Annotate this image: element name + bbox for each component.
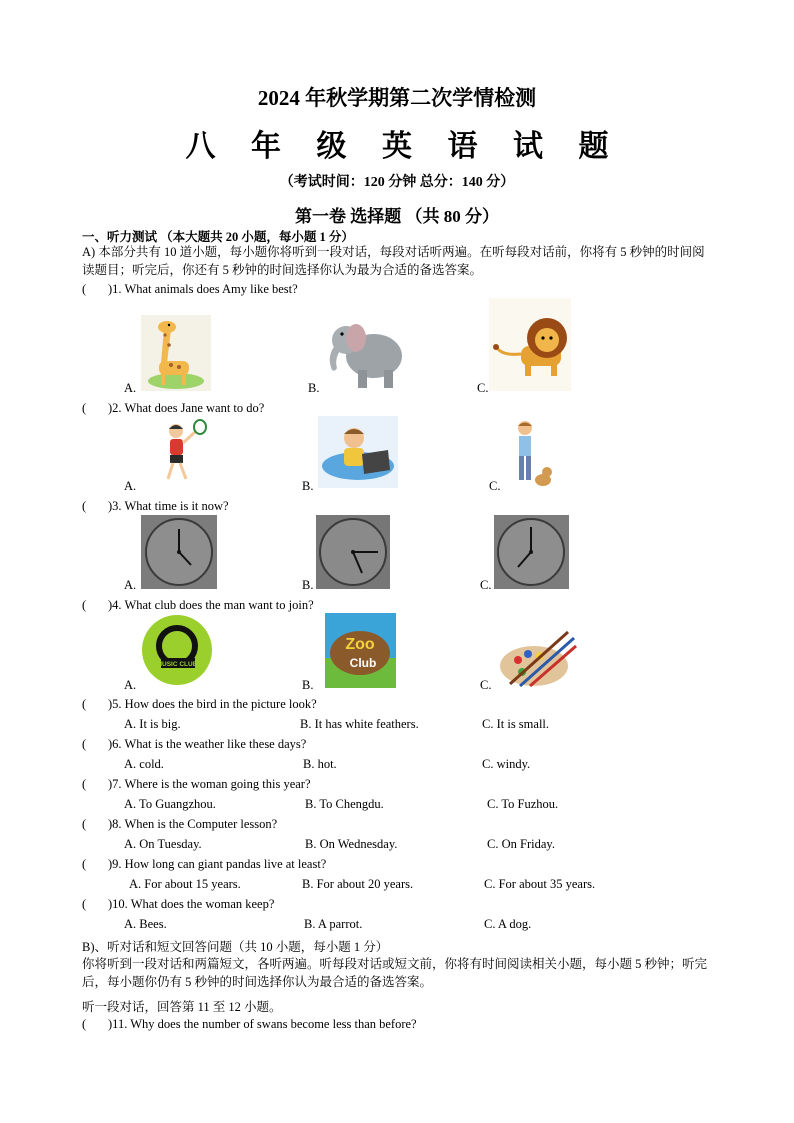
lion-image [489, 298, 571, 391]
boy-with-dog-image [503, 416, 560, 490]
question-1 [82, 282, 298, 297]
option-label: C. [489, 479, 501, 493]
option-c: C. A dog. [484, 917, 532, 931]
giraffe-image [141, 315, 211, 391]
paren-open: ( [82, 777, 87, 791]
question-7 [82, 777, 311, 792]
section-b-heading: B)、听对话和短文回答问题（共 10 小题，每小题 1 分） [82, 940, 389, 954]
question-text: 5. How does the bird in the picture look? [112, 697, 317, 711]
question-11 [82, 1017, 417, 1032]
part-heading: 第一卷 选择题 （共 80 分） [295, 207, 499, 226]
question-text: 7. Where is the woman going this year? [112, 777, 311, 791]
zoo-club-logo [325, 613, 396, 688]
music-club-logo [141, 614, 213, 686]
option-label: B. [302, 678, 314, 692]
exam-meta: （考试时间：120 分钟 总分：140 分） [279, 175, 515, 190]
question-8 [82, 817, 277, 832]
exam-subtitle: 八 年 级 英 语 试 题 [185, 130, 623, 163]
question-9 [82, 857, 326, 872]
paren-open: ( [82, 737, 87, 751]
option-c: C. It is small. [482, 717, 550, 731]
paren-open: ( [82, 401, 87, 415]
option-label: C. [480, 678, 492, 692]
paren-close: ) [108, 857, 113, 871]
option-label: A. [124, 381, 137, 395]
option-a: A. It is big. [124, 717, 181, 731]
clock-image-a [141, 515, 217, 589]
paren-close: ) [108, 897, 113, 911]
paren-close: ) [108, 1017, 113, 1031]
question-text: 10. What does the woman keep? [112, 897, 275, 911]
elephant-image [322, 312, 408, 392]
question-3 [82, 499, 229, 514]
option-label: A. [124, 578, 137, 592]
paren-open: ( [82, 897, 87, 911]
question-text: 8. When is the Computer lesson? [112, 817, 278, 831]
paren-open: ( [82, 857, 87, 871]
section-b-sub: 听一段对话，回答第 11 至 12 小题。 [82, 1000, 282, 1014]
exam-title: 2024 年秋学期第二次学情检测 [257, 86, 537, 110]
question-4 [82, 598, 314, 613]
option-c: C. windy. [482, 757, 531, 771]
option-label: C. [480, 578, 492, 592]
paren-open: ( [82, 598, 87, 612]
section-a-intro: A) 本部分共有 10 道小题，每小题你将听到一段对话，每段对话听两遍。在听每段对话前，你将有 5 秒钟的时间阅读题目；听完后，你还有 5 秒钟的时间选择你认为最为合适的备选答案。 [82, 245, 705, 277]
option-b: B. On Wednesday. [305, 837, 398, 851]
question-5 [82, 697, 317, 712]
paren-close: ) [108, 737, 113, 751]
paren-close: ) [108, 777, 113, 791]
paren-close: ) [108, 598, 113, 612]
question-text: 4. What club does the man want to join? [112, 598, 314, 612]
paren-open: ( [82, 817, 87, 831]
question-text: 9. How long can giant pandas live at least? [112, 857, 327, 871]
option-c: C. To Fuzhou. [487, 797, 559, 811]
paren-open: ( [82, 697, 87, 711]
paren-close: ) [108, 401, 113, 415]
question-10 [82, 897, 274, 912]
question-text: 11. Why does the number of swans become less than before? [112, 1017, 417, 1031]
computer-user-image [318, 416, 398, 488]
paren-close: ) [108, 499, 113, 513]
question-text: 6. What is the weather like these days? [112, 737, 307, 751]
paren-close: ) [108, 817, 113, 831]
section-heading: 一、听力测试 （本大题共 20 小题，每小题 1 分） [82, 230, 354, 244]
option-b: B. To Chengdu. [305, 797, 384, 811]
option-label: B. [308, 381, 320, 395]
question-text: 2. What does Jane want to do? [112, 401, 265, 415]
option-b: B. hot. [303, 757, 337, 771]
clock-image-b [316, 515, 390, 589]
option-label: A. [124, 678, 137, 692]
question-6 [82, 737, 306, 752]
tennis-player-image [140, 417, 218, 489]
section-b-intro: 你将听到一段对话和两篇短文，各听两遍。听每段对话或短文前，你将有时间阅读相关小题，每小题 5 秒钟；听完后，每小题你仍有 5 秒钟的时间选择你认为最合适的备选答案。 [82, 957, 708, 989]
question-2 [82, 401, 264, 416]
option-b: B. For about 20 years. [302, 877, 414, 891]
club-text: Club [349, 656, 377, 670]
paren-open: ( [82, 282, 87, 296]
option-label: B. [302, 479, 314, 493]
paren-open: ( [82, 499, 87, 513]
option-c: C. On Friday. [487, 837, 555, 851]
paren-close: ) [108, 697, 113, 711]
option-a: A. On Tuesday. [124, 837, 202, 851]
music-club-text: MUSIC CLUB [156, 661, 198, 668]
paren-open: ( [82, 1017, 87, 1031]
option-b: B. It has white feathers. [300, 717, 419, 731]
option-a: A. For about 15 years. [129, 877, 241, 891]
paint-palette-image [496, 628, 577, 689]
question-text: 1. What animals does Amy like best? [112, 282, 298, 296]
clock-image-c [494, 515, 569, 589]
option-a: A. To Guangzhou. [124, 797, 216, 811]
option-label: C. [477, 381, 489, 395]
option-c: C. For about 35 years. [484, 877, 596, 891]
option-a: A. cold. [124, 757, 164, 771]
zoo-text: Zoo [345, 636, 375, 653]
option-b: B. A parrot. [304, 917, 363, 931]
option-label: B. [302, 578, 314, 592]
option-a: A. Bees. [124, 917, 167, 931]
paren-close: ) [108, 282, 113, 296]
question-text: 3. What time is it now? [112, 499, 229, 513]
option-label: A. [124, 479, 137, 493]
